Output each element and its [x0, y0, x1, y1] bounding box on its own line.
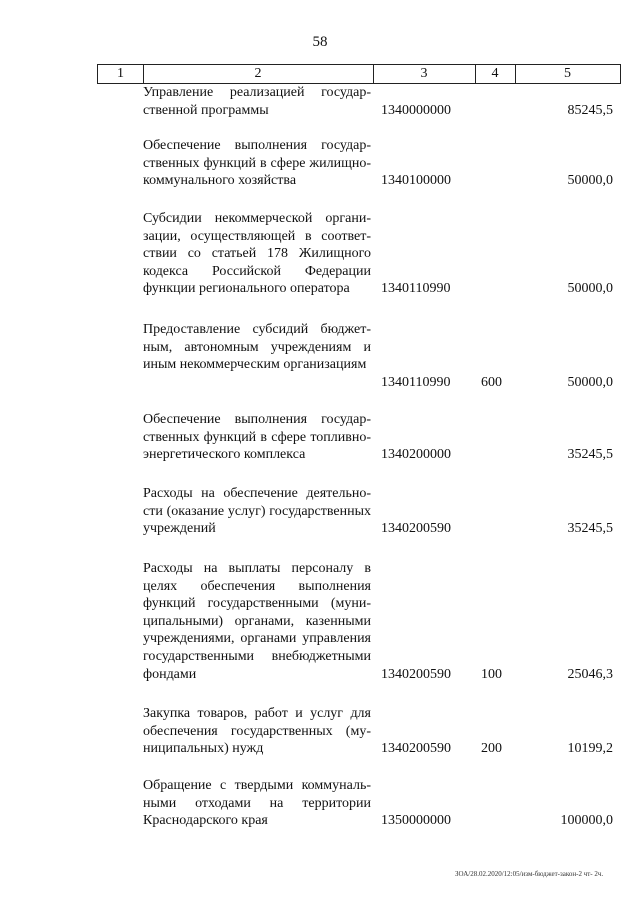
row-name: Обращение с твердыми коммунальными отходами на территории Краснодарского края — [143, 778, 371, 829]
row-code: 1340110990 — [381, 281, 451, 297]
header-col-2: 2 — [143, 65, 374, 83]
row-code: 1340100000 — [381, 173, 451, 189]
row-expense-type: 600 — [481, 374, 502, 390]
page-number: 58 — [312, 34, 328, 50]
table-header — [97, 64, 621, 84]
row-amount: 50000,0 — [567, 374, 613, 390]
row-amount: 35245,5 — [567, 521, 613, 537]
header-col-3: 3 — [373, 65, 476, 83]
row-code: 1340200590 — [381, 741, 451, 757]
row-code: 1340200000 — [381, 447, 451, 463]
row-code: 1340000000 — [381, 102, 451, 118]
row-name: Предоставление субсидий бюджетным, автономным учреждениям и иным некоммерческим организациям — [143, 322, 371, 373]
row-code: 1340110990 — [381, 374, 451, 390]
row-code: 1340200590 — [381, 521, 451, 537]
row-name: Управление реализацией государственной программы — [143, 85, 371, 118]
row-amount: 100000,0 — [560, 813, 613, 829]
header-col-1: 1 — [98, 65, 144, 83]
footer-document-id: ЗОА/28.02.2020/12:05/изм-бюджет-закон-2 чт- 2ч. — [455, 870, 604, 878]
row-name: Обеспечение выполнения государственных функций в сфере топливно-энергетического комплекса — [143, 412, 371, 463]
row-name: Субсидии некоммерческой организации, осуществляющей в соответствии со статьей 178 Жилищного кодекса Российской Федерации функции регионального оператора — [143, 211, 371, 297]
row-amount: 85245,5 — [567, 102, 613, 118]
row-name: Закупка товаров, работ и услуг для обеспечения государственных (муниципальных) нужд — [143, 706, 371, 757]
row-code: 1340200590 — [381, 666, 451, 682]
row-name: Расходы на выплаты персоналу в целях обеспечения выполнения функций государственными (муниципальными) органами, казенными учреждениями, органами управления государственными внебюджетными фондами — [143, 561, 371, 682]
row-name: Обеспечение выполнения государственных функций в сфере жилищно-коммунального хозяйства — [143, 138, 371, 189]
row-amount: 50000,0 — [567, 281, 613, 297]
row-expense-type: 100 — [481, 666, 502, 682]
header-col-5: 5 — [564, 66, 571, 81]
row-code: 1350000000 — [381, 813, 451, 829]
row-amount: 25046,3 — [567, 666, 613, 682]
row-amount: 35245,5 — [567, 447, 613, 463]
row-expense-type: 200 — [481, 741, 502, 757]
header-col-4: 4 — [475, 65, 516, 83]
row-name: Расходы на обеспечение деятельности (оказание услуг) государственных учреждений — [143, 486, 371, 537]
row-amount: 10199,2 — [567, 741, 613, 757]
row-amount: 50000,0 — [567, 173, 613, 189]
